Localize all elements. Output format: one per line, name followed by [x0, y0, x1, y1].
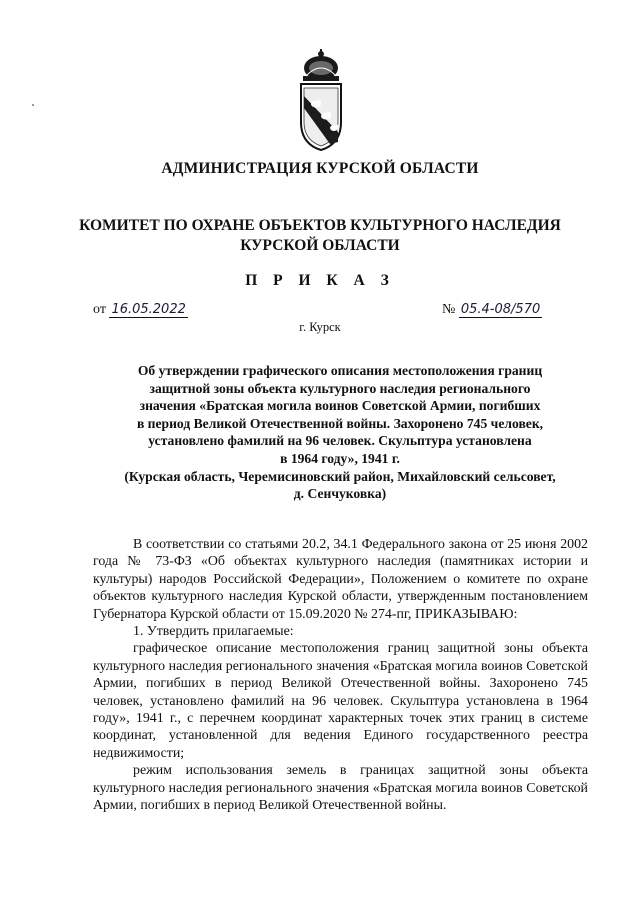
subject-line: защитной зоны объекта культурного наследия регионального — [149, 380, 531, 396]
number-prefix: № — [442, 302, 456, 317]
subject-line: Об утверждении графического описания местоположения границ — [137, 363, 543, 378]
coat-of-arms-kursk-icon — [290, 46, 352, 154]
subject-line: в 1964 году», 1941 г. — [280, 450, 400, 466]
order-number — [442, 302, 542, 318]
committee-title — [0, 216, 640, 256]
item-1: 1. Утвердить прилагаемые: — [133, 624, 294, 640]
scan-speck — [32, 104, 34, 106]
date-prefix: от — [93, 302, 106, 317]
intro-paragraph: В соответствии со статьями 20.2, 34.1 Федерального закона от 25 июня 2002 года № 73-ФЗ «Об объектах культурного наследия (памятниках истории и культуры) народов Российской Федерации», Положением о комитете по охране объектов культурного наследия Курской области, утвержденным постановлением Губернатора Курской области от 15.09.2020 № 274-пг, ПРИКАЗЫВАЮ: — [93, 537, 588, 622]
order-body — [93, 536, 588, 815]
subject-line: в период Великой Отечественной войны. Захоронено 745 человек, — [136, 415, 544, 431]
order-subject — [95, 362, 585, 503]
number-handwritten: 05.4-08/570 — [460, 302, 541, 317]
land-use-regime-paragraph: режим использования земель в границах защитной зоны объекта культурного наследия регионального значения «Братская могила воинов Советской Армии, погибших в период Великой Отечественной войны. — [93, 763, 588, 814]
document-type: П Р И К А З — [245, 272, 395, 289]
subject-line: д. Сенчуковка) — [293, 486, 387, 502]
committee-title-line1: КОМИТЕТ ПО ОХРАНЕ ОБЪЕКТОВ КУЛЬТУРНОГО НАСЛЕДИЯ — [79, 217, 561, 234]
subject-line: (Курская область, Черемисиновский район, Михайловский сельсовет, — [124, 468, 556, 484]
committee-title-line2: КУРСКОЙ ОБЛАСТИ — [240, 237, 400, 254]
subject-line: установлено фамилий на 96 человек. Скульптура установлена — [148, 433, 532, 449]
date-handwritten: 16.05.2022 — [111, 302, 186, 317]
subject-line: значения «Братская могила воинов Советской Армии, погибших — [139, 398, 541, 414]
graphic-description-paragraph: графическое описание местоположения границ защитной зоны объекта культурного наследия регионального значения «Братская могила воинов Советской Армии, погибших в период Великой Отечественной войны. Захоронено 745 человек, установлено фамилий на 96 человек. Скульптура установлена в 1964 году», 1941 г., с перечнем координат характерных точек этих границ в системе координат, установленной для ведения Единого государственного реестра недвижимости; — [93, 641, 588, 761]
administration-title: АДМИНИСТРАЦИЯ КУРСКОЙ ОБЛАСТИ — [161, 160, 479, 177]
order-date — [93, 302, 188, 318]
city-label: г. Курск — [299, 320, 341, 334]
